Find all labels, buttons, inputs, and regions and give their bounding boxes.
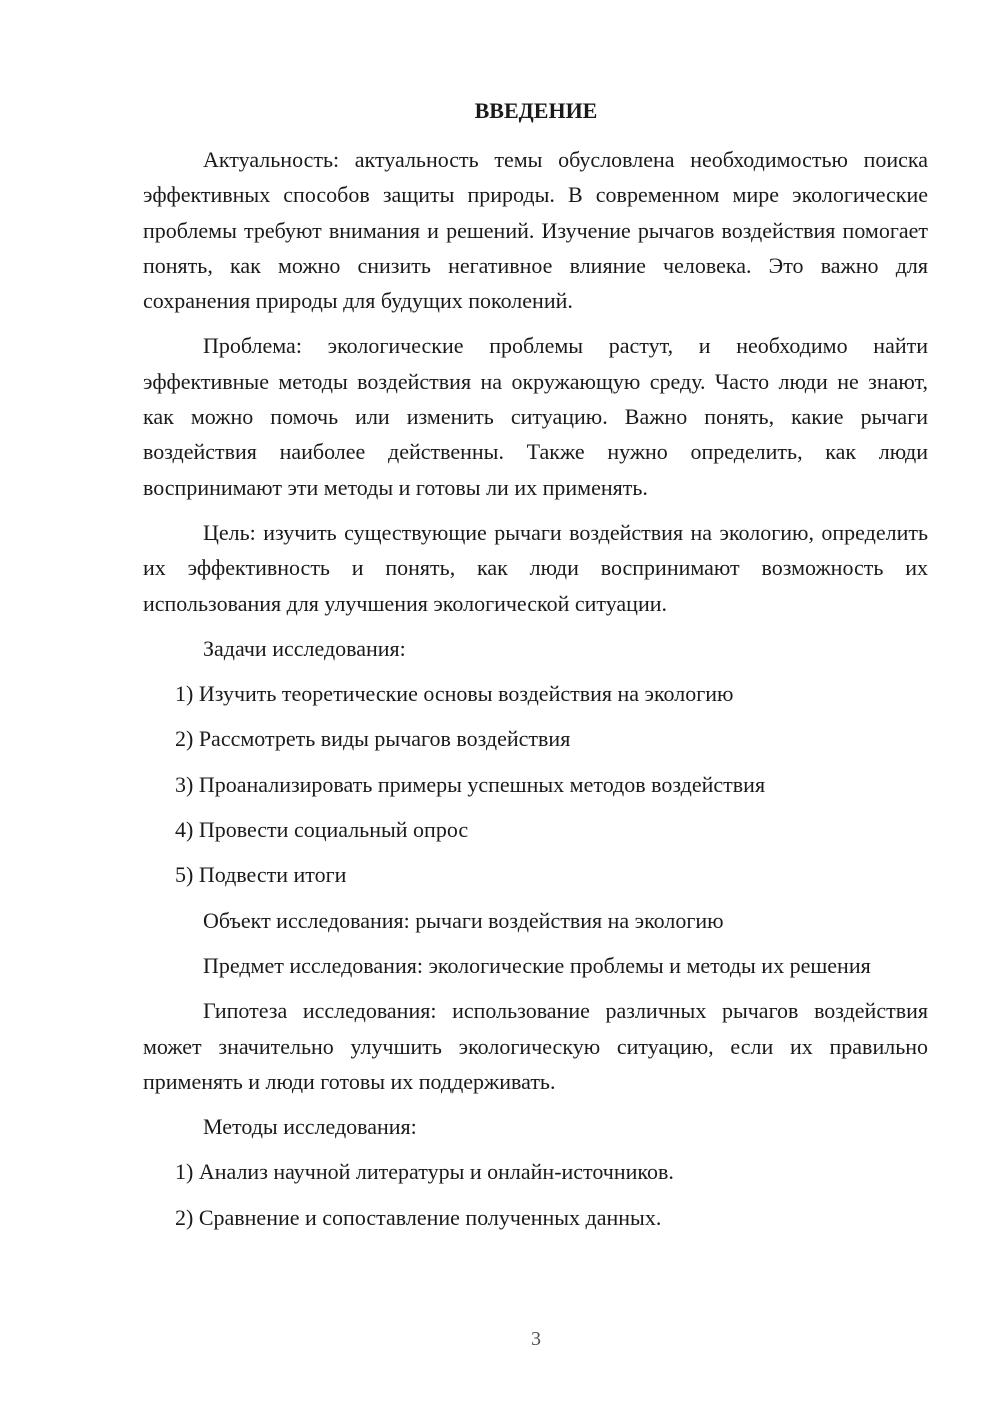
method-item: 2) Сравнение и сопоставление полученных данных. (175, 1204, 662, 1230)
tasks-heading: Задачи исследования: (203, 635, 406, 661)
task-item: 2) Рассмотреть виды рычагов воздействия (175, 726, 571, 752)
method-item: 1) Анализ научной литературы и онлайн-источников. (175, 1159, 674, 1185)
hypothesis-paragraph: Гипотеза исследования: использование различных рычагов воздействия может значительно улучшить экологическую ситуацию, если их правильно применять и люди готовы их поддерживать. (143, 998, 928, 1094)
page-number: 3 (531, 1328, 541, 1350)
task-item: 4) Провести социальный опрос (175, 817, 469, 843)
body-text (143, 142, 928, 1245)
object-paragraph: Объект исследования: рычаги воздействия на экологию (203, 907, 724, 933)
section-title: ВВЕДЕНИЕ (474, 98, 598, 123)
goal-paragraph: Цель: изучить существующие рычаги воздействия на экологию, определить их эффективность и понять, как люди воспринимают возможность их использования для улучшения экологической ситуации. (143, 519, 928, 616)
tasks-list (143, 676, 928, 892)
problem-paragraph: Проблема: экологические проблемы растут, и необходимо найти эффективные методы воздействия на окружающую среду. Часто люди не знают, как можно помочь или изменить ситуацию. Важно понять, какие рычаги воздействия наиболее действенны. Также нужно определить, как люди воспринимают эти методы и готовы ли их применять. (143, 333, 928, 500)
subject-paragraph: Предмет исследования: экологические проблемы и методы их решения (203, 952, 871, 978)
methods-heading: Методы исследования: (203, 1114, 417, 1140)
relevance-paragraph: Актуальность: актуальность темы обусловлена необходимостью поиска эффективных способов защиты природы. В современном мире экологические проблемы требуют внимания и решений. Изучение рычагов воздействия помогает понять, как можно снизить негативное влияние человека. Это важно для сохранения природы для будущих поколений. (143, 147, 928, 314)
task-item: 1) Изучить теоретические основы воздействия на экологию (175, 681, 734, 707)
task-item: 5) Подвести итоги (175, 862, 347, 888)
task-item: 3) Проанализировать примеры успешных методов воздействия (175, 771, 766, 797)
methods-list (143, 1154, 928, 1235)
